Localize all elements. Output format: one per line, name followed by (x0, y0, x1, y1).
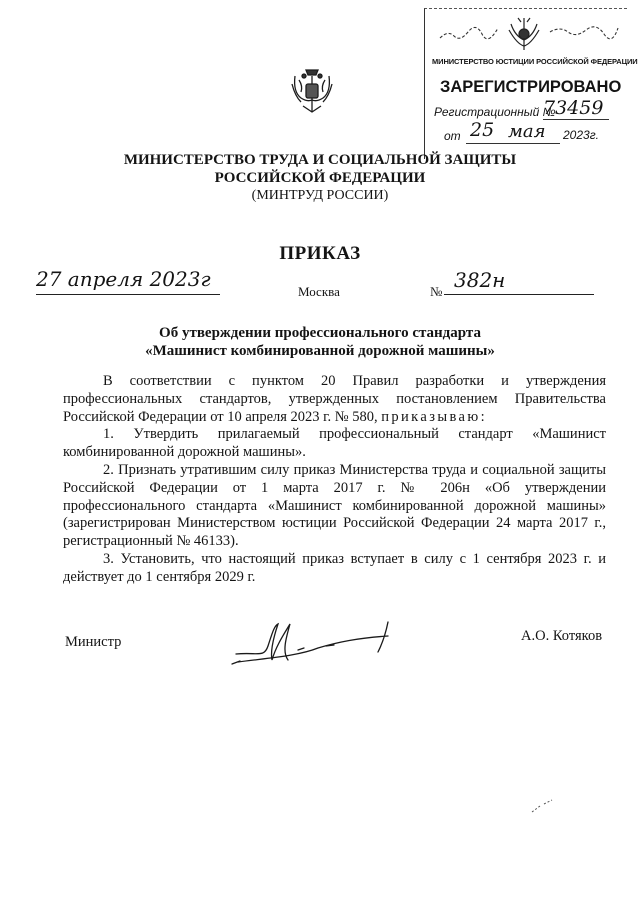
order-number-sign: № (430, 284, 443, 299)
stamp-reg-number: 73459 (543, 97, 609, 120)
stamp-from-label: от (444, 129, 461, 143)
stamp-date-underline (466, 143, 560, 144)
signer-position: Министр (65, 634, 122, 650)
handwritten-signature (228, 616, 418, 670)
coat-of-arms-icon (289, 66, 335, 118)
intro-paragraph (63, 373, 606, 426)
order-body (63, 373, 606, 587)
stamp-scribble-left (438, 22, 500, 44)
stamp-registered-label: ЗАРЕГИСТРИРОВАНО (440, 78, 622, 96)
stamp-reg-number-label: Регистрационный № (434, 105, 556, 119)
intro-colon: : (480, 408, 485, 425)
org-name-line1: МИНИСТЕРСТВО ТРУДА И СОЦИАЛЬНОЙ ЗАЩИТЫ (123, 152, 517, 168)
item-2: 2. Признать утратившим силу приказ Министерства труда и социальной защиты Российской Федерации от 1 марта 2017 г. № 206н «Об утверждении профессионального стандарта «Машинист комбинированной дорожной машины» (зарегистрирован Министерством юстиции Российской Федерации 24 марта 2017 г., регистрационный № 46133). (63, 461, 606, 550)
stamp-day: 25 (470, 119, 495, 141)
intro-directive: приказываю (381, 408, 481, 425)
stray-pen-mark (530, 798, 554, 814)
org-short-name: (МИНТРУД РОССИИ) (251, 188, 389, 203)
stamp-scribble-right (548, 20, 620, 42)
stamp-ministry-name: МИНИСТЕРСТВО ЮСТИЦИИ РОССИЙСКОЙ ФЕДЕРАЦИИ (432, 57, 638, 66)
order-number-handwritten: 382н (454, 268, 506, 292)
order-city: Москва (298, 284, 340, 299)
document-type: ПРИКАЗ (279, 243, 361, 264)
number-underline (444, 294, 594, 295)
org-name-line2: РОССИЙСКОЙ ФЕДЕРАЦИИ (214, 170, 426, 186)
item-1: 1. Утвердить прилагаемый профессиональный стандарт «Машинист комбинированной дорожной машины». (63, 426, 606, 461)
intro-text: В соответствии с пунктом 20 Правил разработки и утверждения профессиональных стандартов, утвержденных постановлением Правительства Российской Федерации от 10 апреля 2023 г. № 580, (63, 373, 606, 425)
date-underline (36, 294, 220, 295)
stamp-year: 2023г. (563, 128, 599, 142)
order-title-line2: «Машинист комбинированной дорожной машины» (145, 343, 495, 359)
stamp-emblem-icon (505, 14, 543, 54)
stamp-month: мая (508, 121, 546, 142)
signer-name: А.О. Котяков (521, 628, 603, 644)
order-date-handwritten: 27 апреля 2023г (36, 267, 211, 291)
order-title-line1: Об утверждении профессионального стандарта (159, 325, 481, 341)
item-3: 3. Установить, что настоящий приказ вступает в силу с 1 сентября 2023 г. и действует до 1 сентября 2029 г. (63, 550, 606, 585)
